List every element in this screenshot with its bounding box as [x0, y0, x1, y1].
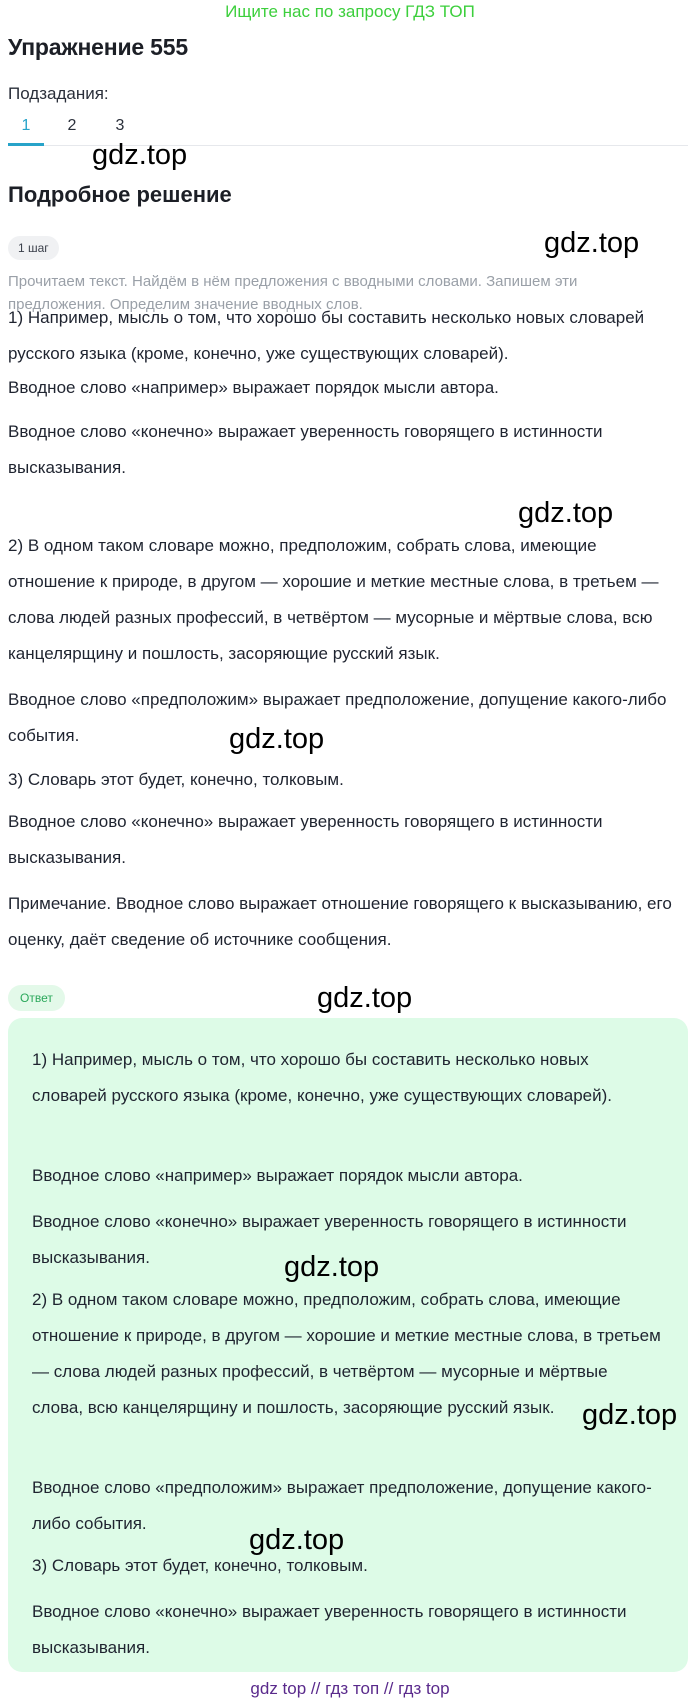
answer-paragraph: 1) Например, мысль о том, что хорошо бы составить несколько новых словарей русского языка (кроме, конечно, уже существующих словарей). — [32, 1050, 613, 1105]
top-banner[interactable]: Ищите нас по запросу ГДЗ ТОП — [225, 2, 475, 21]
solution-paragraph: 1) Например, мысль о том, что хорошо бы составить несколько новых словарей русского языка (кроме, конечно, уже существующих словарей). — [8, 308, 645, 363]
answer-paragraph: Вводное слово «конечно» выражает уверенность говорящего в истинности высказывания. — [32, 1602, 627, 1657]
footer-links[interactable]: gdz top // гдз топ // гдз top — [250, 1679, 450, 1698]
watermark: gdz.top — [92, 139, 188, 171]
solution-paragraph: Вводное слово «например» выражает порядок мысли автора. — [8, 378, 499, 397]
watermark: gdz.top — [284, 1251, 380, 1283]
tab-subtask-2[interactable]: 2 — [67, 117, 77, 134]
watermark: gdz.top — [249, 1524, 345, 1556]
solution-paragraph: Примечание. Вводное слово выражает отношение говорящего к высказыванию, его оценку, даёт сведение об источнике сообщения. — [8, 894, 672, 949]
solution-paragraph: 2) В одном таком словаре можно, предположим, собрать слова, имеющие отношение к природе, в другом — хорошие и меткие местные слова, в третьем — слова людей разных профессий, в четвёртом — мусорные и мёртвые слова, всю канцелярщину и пошлость, засоряющие русский язык. — [8, 536, 659, 663]
solution-paragraph: 3) Словарь этот будет, конечно, толковым. — [8, 770, 344, 789]
watermark: gdz.top — [582, 1399, 678, 1431]
step-badge: 1 шаг — [8, 236, 59, 260]
solution-paragraph: Вводное слово «предположим» выражает предположение, допущение какого-либо события. — [8, 690, 667, 745]
answer-paragraph: 3) Словарь этот будет, конечно, толковым. — [32, 1556, 368, 1575]
answer-badge: Ответ — [8, 985, 65, 1011]
subtasks-label: Подзадания: — [8, 84, 109, 103]
tab-subtask-1[interactable]: 1 — [8, 110, 44, 146]
watermark: gdz.top — [317, 982, 413, 1014]
answer-paragraph: 2) В одном таком словаре можно, предположим, собрать слова, имеющие отношение к природе, в другом — хорошие и меткие местные слова, в третьем — слова людей разных профессий, в четвёртом — мусорные и мёртвые слова, всю канцелярщину и пошлость, засоряющие русский язык. — [32, 1290, 661, 1417]
watermark: gdz.top — [229, 723, 325, 755]
tab-subtask-3[interactable]: 3 — [115, 117, 125, 134]
solution-paragraph: Вводное слово «конечно» выражает уверенность говорящего в истинности высказывания. — [8, 422, 603, 477]
answer-paragraph: Вводное слово «например» выражает порядок мысли автора. — [32, 1166, 523, 1185]
solution-paragraph: Вводное слово «конечно» выражает уверенность говорящего в истинности высказывания. — [8, 812, 603, 867]
section-title: Подробное решение — [8, 182, 232, 207]
answer-paragraph: Вводное слово «конечно» выражает уверенность говорящего в истинности высказывания. — [32, 1212, 627, 1267]
answer-paragraph: Вводное слово «предположим» выражает предположение, допущение какого-либо события. — [32, 1478, 652, 1533]
watermark: gdz.top — [518, 497, 614, 529]
task-hint: Прочитаем текст. Найдём в нём предложения с вводными словами. Запишем эти предложения. Определим значение вводных слов. — [8, 273, 578, 313]
page-title: Упражнение 555 — [8, 34, 188, 60]
watermark: gdz.top — [544, 227, 640, 259]
